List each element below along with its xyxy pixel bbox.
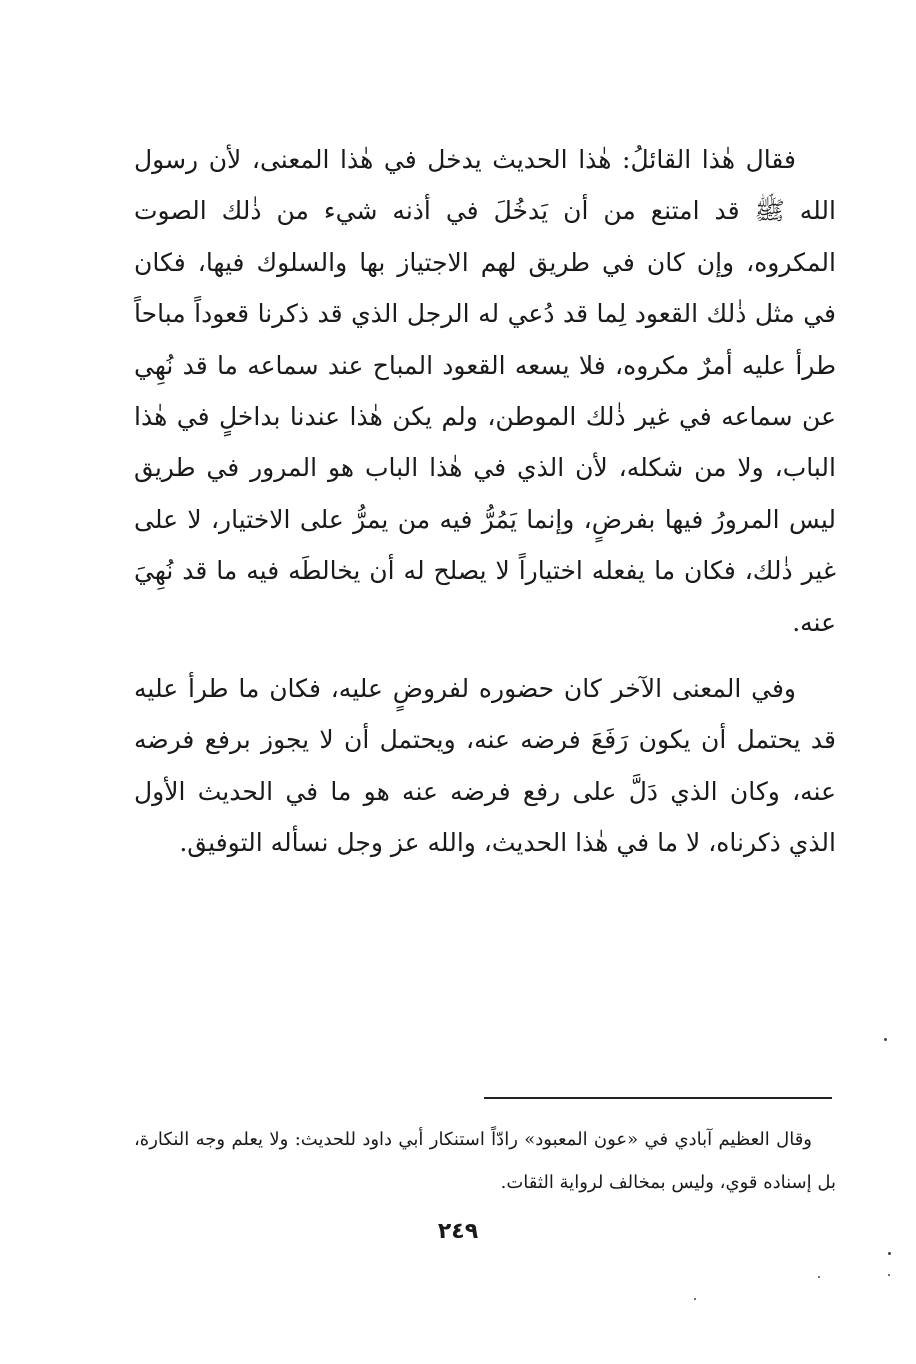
page-number: ٢٤٩ (437, 1219, 479, 1244)
scan-speck (888, 1252, 891, 1255)
main-text-block (134, 134, 836, 869)
scan-speck (888, 1274, 890, 1276)
footnote-text: وقال العظيم آبادي في «عون المعبود» رادّاً استنكار أبي داود للحديث: ولا يعلم وجه النكارة، بل إسناده قوي، وليس بمخالف لرواية الثقات. (134, 1129, 836, 1193)
scan-speck (818, 1276, 820, 1278)
scan-speck (884, 1038, 887, 1041)
body-paragraph-2: وفي المعنى الآخر كان حضوره لفروضٍ عليه، فكان ما طرأ عليه قد يحتمل أن يكون رَفَعَ فرضه عنه، ويحتمل أن لا يجوز برفع فرضه عنه، وكان الذي دَلَّ على رفع فرضه عنه هو ما في الحديث الأول الذي ذكرناه، لا ما في هٰذا الحديث، والله عز وجل نسأله التوفيق. (134, 674, 836, 858)
scan-speck (694, 1298, 696, 1300)
footnote-block (134, 1118, 836, 1204)
footnote-separator (484, 1097, 832, 1099)
body-paragraph-1: فقال هٰذا القائلُ: هٰذا الحديث يدخل في هٰذا المعنى، لأن رسول الله ﷺ قد امتنع من أن يَدخُلَ في أذنه شيء من ذٰلك الصوت المكروه، وإن كان في طريق لهم الاجتياز بها والسلوك فيها، فكان في مثل ذٰلك القعود لِما قد دُعي له الرجل الذي قد ذكرنا قعوداً مباحاً طرأ عليه أمرٌ مكروه، فلا يسعه القعود المباح عند سماعه ما قد نُهِي عن سماعه في غير ذٰلك الموطن، ولم يكن هٰذا عندنا بداخلٍ في هٰذا الباب، ولا من شكله، لأن الذي في هٰذا الباب هو المرور في طريق ليس المرورُ فيها بفرضٍ، وإنما يَمُرُّ فيه من يمرُّ على الاختيار، لا على غير ذٰلك، فكان ما يفعله اختياراً لا يصلح له أن يخالطَه فيه ما قد نُهِيَ عنه. (134, 145, 836, 637)
